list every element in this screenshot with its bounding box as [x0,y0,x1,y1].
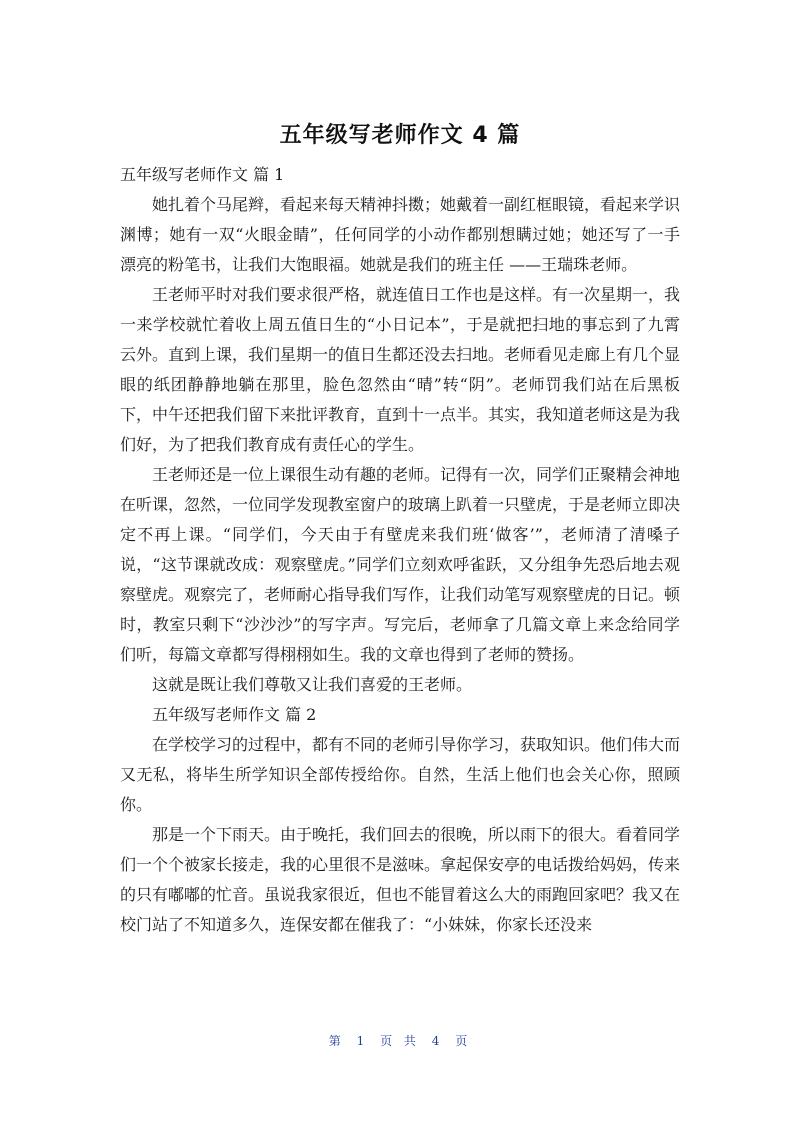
section-2-paragraph-2: 那是一个下雨天。由于晚托，我们回去的很晚，所以雨下的很大。看着同学们一个个被家长接走，我的心里很不是滋味。拿起保安亭的电话拨给妈妈，传来的只有嘟嘟的忙音。虽说我家很近，但也不能冒着这么大的雨跑回家吧？我又在校门站了不知道多久，连保安都在催我了：“小妹妹，你家长还没来 [120,825,681,934]
section-1-paragraph-1: 她扎着个马尾辫，看起来每天精神抖擞；她戴着一副红框眼镜，看起来学识渊博；她有一双“火眼金睛”，任何同学的小动作都别想瞒过她；她还写了一手漂亮的粉笔书，让我们大饱眼福。她就是我们的班主任 ——王瑞珠老师。 [120,195,681,274]
section-1-paragraph-3: 王老师还是一位上课很生动有趣的老师。记得有一次，同学们正聚精会神地在听课，忽然，一位同学发现教室窗户的玻璃上趴着一只壁虎，于是老师立即决定不再上课。“同学们，今天由于有壁虎来我们班‘做客’”，老师清了清嗓子说，“这节课就改成：观察壁虎。”同学们立刻欢呼雀跃，又分组争先恐后地去观察壁虎。观察完了，老师耐心指导我们写作，让我们动笔写观察壁虎的日记。顿时，教室只剩下“沙沙沙”的写字声。写完后，老师拿了几篇文章上来念给同学们听，每篇文章都写得栩栩如生。我的文章也得到了老师的赞扬。 [120,465,681,664]
footer-total-pages: 4 [431,1034,444,1048]
footer-suffix: 页 [455,1034,472,1048]
document-title: 五年级写老师作文 4 篇 [279,123,521,148]
document-body [120,160,680,940]
section-1-paragraph-2: 王老师平时对我们要求很严格，就连值日工作也是这样。有一次星期一，我一来学校就忙着收上周五值日生的“小日记本”，于是就把扫地的事忘到了九霄云外。直到上课，我们星期一的值日生都还没去扫地。老师看见走廊上有几个显眼的纸团静静地躺在那里，脸色忽然由“晴”转“阴”。老师罚我们站在后黑板下，中午还把我们留下来批评教育，直到十一点半。其实，我知道老师这是为我们好，为了把我们教育成有责任心的学生。 [120,285,681,454]
section-1-paragraph-4: 这就是既让我们尊敬又让我们喜爱的王老师。 [152,675,473,694]
section-2-paragraph-1: 在学校学习的过程中，都有不同的老师引导你学习，获取知识。他们伟大而又无私，将毕生所学知识全部传授给你。自然，生活上他们也会关心你，照顾你。 [120,735,681,814]
footer-current-page: 1 [356,1034,369,1048]
section-1-heading: 五年级写老师作文 篇 1 [120,165,285,184]
section-2-heading: 五年级写老师作文 篇 2 [152,705,317,724]
footer-prefix: 第 [328,1034,345,1048]
page-footer [0,1032,800,1049]
footer-mid: 页 共 [380,1034,420,1048]
